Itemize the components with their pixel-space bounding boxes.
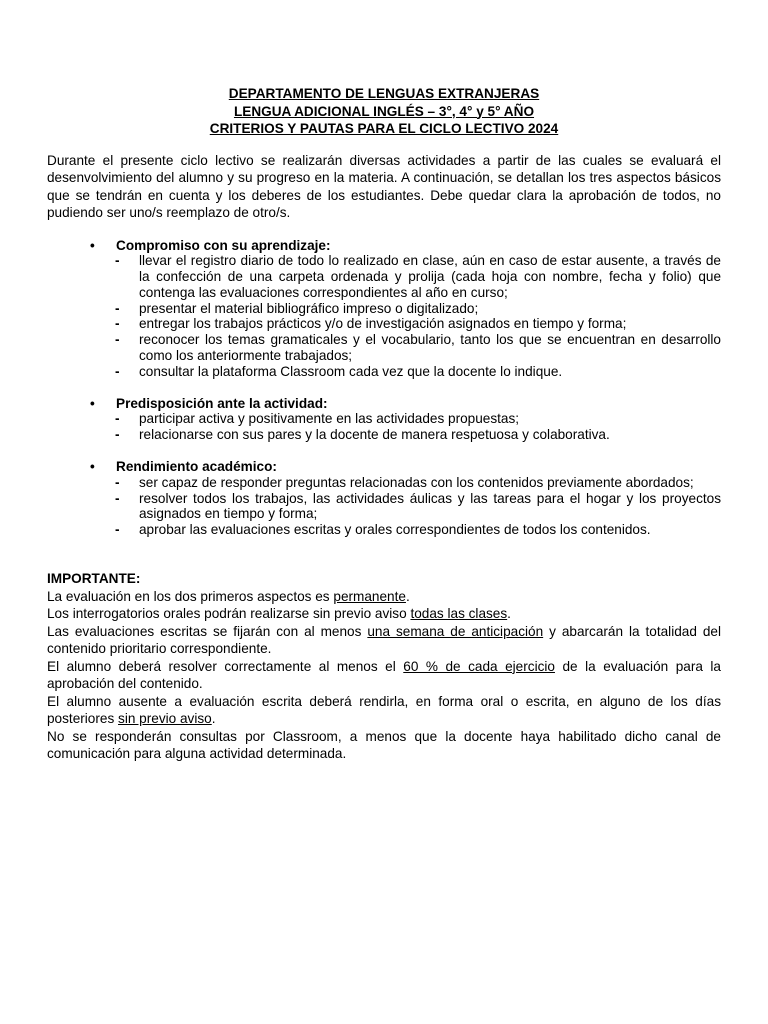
dash-icon: - bbox=[115, 253, 120, 269]
section-item-list bbox=[47, 475, 721, 538]
dash-icon: - bbox=[115, 411, 120, 427]
dash-icon: - bbox=[115, 316, 120, 332]
list-item: - resolver todos los trabajos, las actividades áulicas y las tareas para el hogar y los proyectos asignados en tiempo y forma; bbox=[115, 490, 721, 522]
section-compromiso bbox=[47, 238, 721, 380]
important-title: IMPORTANTE: bbox=[47, 571, 141, 587]
intro-paragraph: Durante el presente ciclo lectivo se realizarán diversas actividades a partir de las cuales se evaluará el desenvolvimiento del alumno y su progreso en la materia. A continuación, se detallan los tres aspectos básicos que se tendrán en cuenta y los deberes de los estudiantes. Debe quedar clara la aprobación de todos, no pudiendo ser uno/s reemplazo de otro/s. bbox=[47, 152, 721, 220]
header-line-criteria: CRITERIOS Y PAUTAS PARA EL CICLO LECTIVO 2024 bbox=[209, 121, 559, 136]
section-title: Predisposición ante la actividad: bbox=[116, 395, 328, 411]
dash-icon: - bbox=[115, 490, 120, 506]
list-item: - entregar los trabajos prácticos y/o de investigación asignados en tiempo y forma; bbox=[115, 316, 627, 332]
section-heading bbox=[47, 396, 721, 412]
section-heading bbox=[47, 238, 721, 254]
bullet-icon: • bbox=[90, 395, 95, 411]
dash-icon: - bbox=[115, 332, 120, 348]
important-block bbox=[47, 570, 721, 763]
dash-icon: - bbox=[115, 474, 120, 490]
header-line-department: DEPARTAMENTO DE LENGUAS EXTRANJERAS bbox=[228, 86, 540, 101]
list-item: - reconocer los temas gramaticales y el vocabulario, tanto los que se encuentran en desarrollo como los anteriormente trabajados; bbox=[115, 332, 721, 364]
list-item: - relacionarse con sus pares y la docente de manera respetuosa y colaborativa. bbox=[115, 427, 610, 443]
document-header bbox=[47, 85, 721, 138]
list-item: - presentar el material bibliográfico impreso o digitalizado; bbox=[115, 300, 479, 316]
important-note: El alumno ausente a evaluación escrita deberá rendirla, en forma oral o escrita, en alguno de los días posteriores sin previo aviso. bbox=[47, 693, 721, 727]
important-note: Las evaluaciones escritas se fijarán con al menos una semana de anticipación y abarcarán la totalidad del contenido prioritario correspondiente. bbox=[47, 623, 721, 657]
dash-icon: - bbox=[115, 427, 120, 443]
list-item: - participar activa y positivamente en las actividades propuestas; bbox=[115, 411, 520, 427]
bullet-icon: • bbox=[90, 459, 95, 475]
section-heading bbox=[47, 459, 721, 475]
list-item: - consultar la plataforma Classroom cada vez que la docente lo indique. bbox=[115, 363, 563, 379]
important-note: Los interrogatorios orales podrán realizarse sin previo aviso todas las clases. bbox=[47, 606, 511, 622]
list-item: - llevar el registro diario de todo lo realizado en clase, aún en caso de estar ausente, a través de la confección de una carpeta ordenada y prolija (cada hoja con nombre, fecha y folio) que contenga las evaluaciones correspondientes al año en curso; bbox=[115, 253, 721, 300]
document-page bbox=[47, 85, 721, 763]
bullet-icon: • bbox=[90, 237, 95, 253]
list-item: - ser capaz de responder preguntas relacionadas con los contenidos previamente abordados; bbox=[115, 474, 694, 490]
important-note: El alumno deberá resolver correctamente al menos el 60 % de cada ejercicio de la evaluación para la aprobación del contenido. bbox=[47, 658, 721, 692]
list-item: - aprobar las evaluaciones escritas y orales correspondientes de todos los contenidos. bbox=[115, 522, 651, 538]
important-note: La evaluación en los dos primeros aspectos es permanente. bbox=[47, 588, 410, 604]
important-note: No se responderán consultas por Classroom, a menos que la docente haya habilitado dicho canal de comunicación para alguna actividad determinada. bbox=[47, 728, 721, 762]
section-rendimiento bbox=[47, 459, 721, 538]
dash-icon: - bbox=[115, 300, 120, 316]
section-item-list bbox=[47, 411, 721, 443]
header-line-subject: LENGUA ADICIONAL INGLÉS – 3°, 4° y 5° AÑO bbox=[233, 103, 535, 119]
dash-icon: - bbox=[115, 522, 120, 538]
section-title: Rendimiento académico: bbox=[116, 459, 277, 475]
section-item-list bbox=[47, 253, 721, 379]
section-title: Compromiso con su aprendizaje: bbox=[116, 237, 331, 253]
dash-icon: - bbox=[115, 363, 120, 379]
section-predisposicion bbox=[47, 396, 721, 443]
